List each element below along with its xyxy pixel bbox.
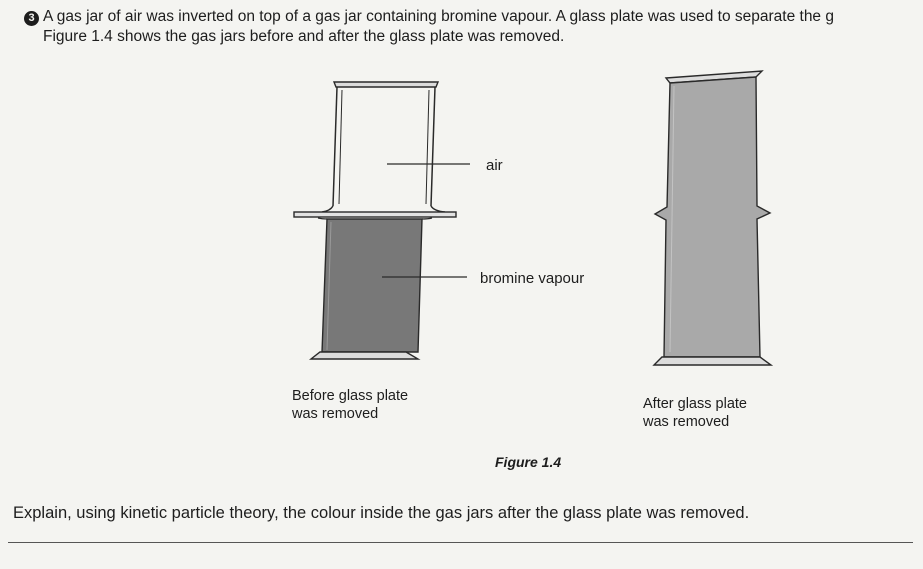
question-text-line-2: Figure 1.4 shows the gas jars before and after the glass plate was removed. <box>43 28 565 45</box>
question-text-line-1: A gas jar of air was inverted on top of a gas jar containing bromine vapour. A glass plate was used to separate the g <box>43 8 834 25</box>
answer-line[interactable] <box>8 542 913 543</box>
bromine-vapour-label: bromine vapour <box>480 270 585 287</box>
caption-after <box>643 395 747 431</box>
bromine-gas-jar <box>311 218 432 359</box>
air-gas-jar <box>322 82 445 212</box>
air-label: air <box>486 157 503 174</box>
question-number-badge: 3 <box>24 11 39 26</box>
air-jar-left-wall <box>333 87 337 206</box>
air-jar-right-wall <box>431 87 435 206</box>
air-jar-rim <box>334 82 438 87</box>
bromine-fill <box>322 219 422 352</box>
caption-after-line-2: was removed <box>643 414 730 430</box>
glass-plate <box>294 212 456 217</box>
mixed-gas-jars <box>654 71 771 365</box>
caption-before-line-1: Before glass plate <box>292 388 409 404</box>
caption-before-line-2: was removed <box>292 406 379 422</box>
question-prompt: Explain, using kinetic particle theory, the colour inside the gas jars after the glass plate was removed. <box>13 504 750 522</box>
bromine-jar-base <box>311 352 418 359</box>
caption-before <box>292 387 462 423</box>
mixed-jar-base <box>654 357 771 365</box>
caption-after-line-1: After glass plate <box>643 396 747 412</box>
figure-title: Figure 1.4 <box>495 454 562 470</box>
